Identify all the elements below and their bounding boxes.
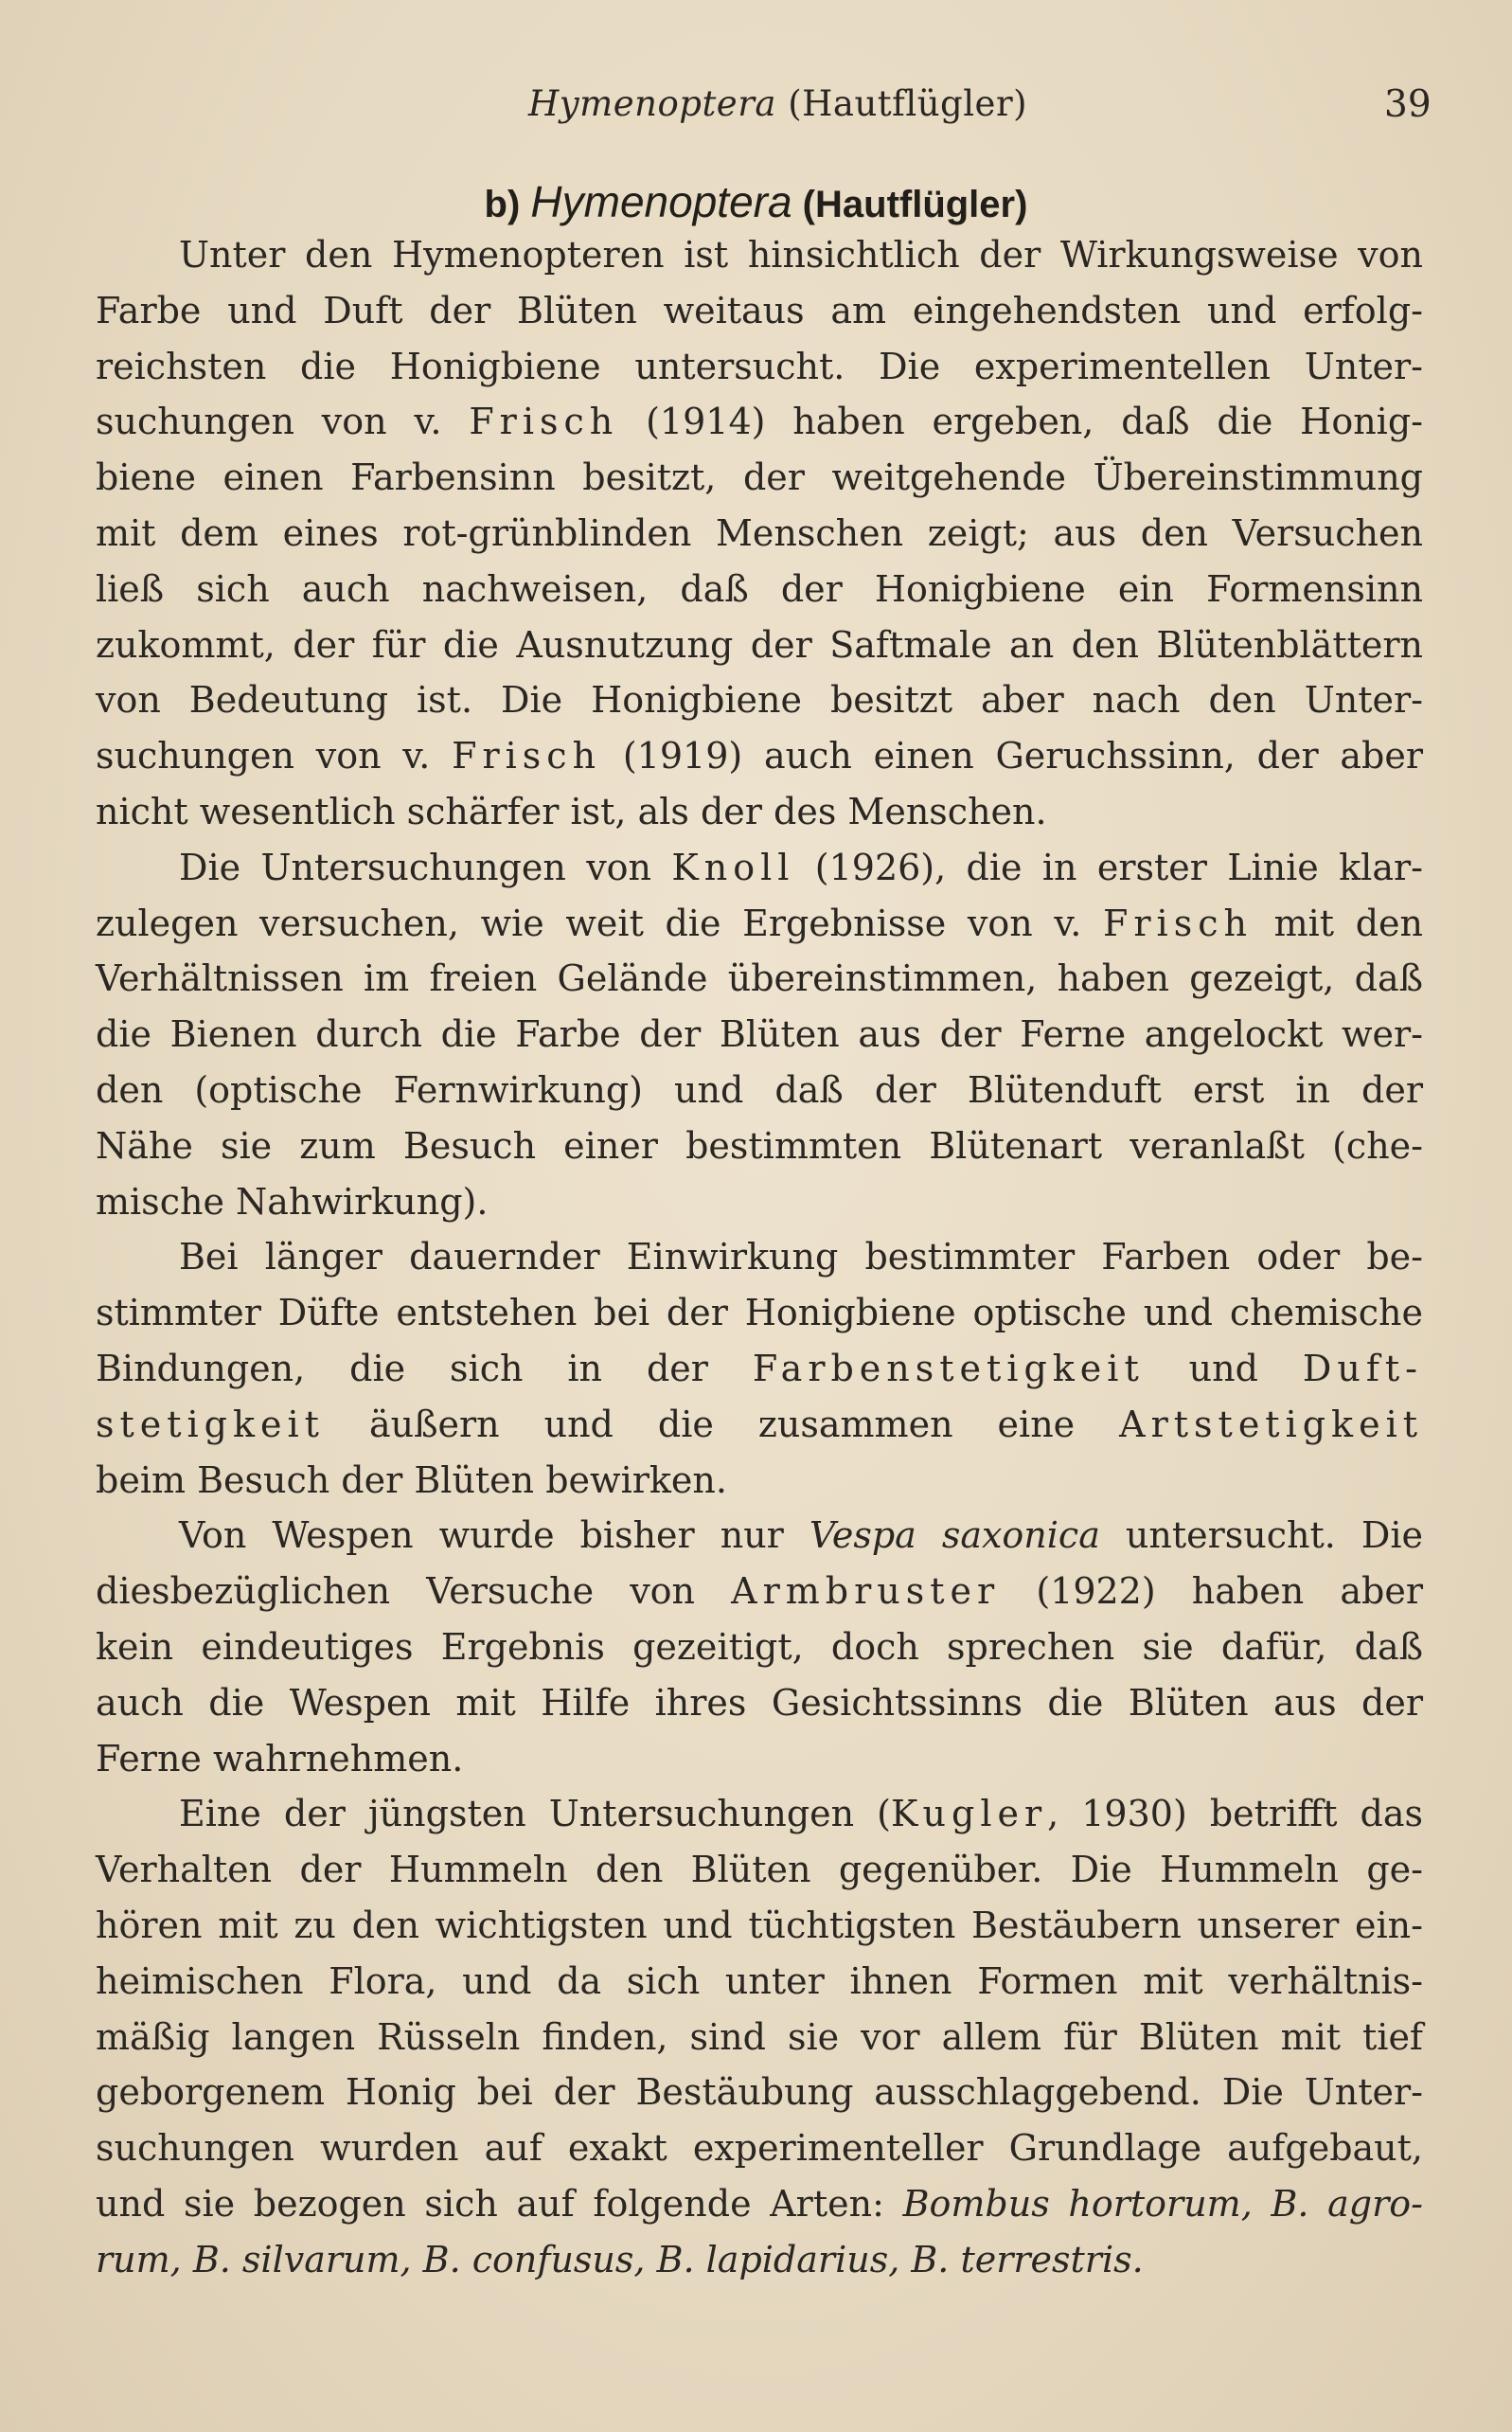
text-line — [96, 728, 1423, 784]
text-run: Bei länger dauernder Einwirkung bestimmter Farben oder be- — [179, 1236, 1423, 1279]
section-heading-prefix: b) — [484, 184, 531, 225]
text-line — [96, 1118, 1423, 1174]
spaced-name: Duft- — [1302, 1347, 1423, 1389]
text-run: mit den — [1252, 902, 1423, 944]
text-run: suchungen wurden auf exakt experimenteller Grundlage aufgebaut, — [96, 2127, 1423, 2170]
text-run: stimmter Düfte entstehen bei der Honigbiene optische und chemische — [96, 1292, 1423, 1334]
section-heading-italic: Hymenoptera — [530, 177, 792, 226]
paragraph — [96, 227, 1423, 840]
text-line — [96, 1619, 1423, 1675]
text-run: hören mit zu den wichtigsten und tüchtigsten Bestäubern unserer ein- — [96, 1904, 1423, 1946]
text-run: von Bedeutung ist. Die Honigbiene besitzt aber nach den Unter- — [96, 679, 1423, 722]
text-line — [96, 1842, 1423, 1898]
text-run: den (optische Fernwirkung) und daß der Blütenduft erst in der — [96, 1068, 1423, 1111]
text-line — [96, 2065, 1423, 2120]
text-line — [96, 617, 1423, 673]
paragraph — [96, 1786, 1423, 2287]
spaced-name: Frisch — [1103, 902, 1253, 944]
text-run: geborgenem Honig bei der Bestäubung ausschlaggebend. Die Unter- — [96, 2071, 1423, 2114]
italic-term: Bombus hortorum, B. agro- — [902, 2182, 1423, 2225]
text-run: und — [1144, 1347, 1303, 1389]
running-head — [528, 83, 1027, 124]
italic-term: rum, B. silvarum, B. confusus, B. lapidarius, B. terrestris. — [96, 2238, 1144, 2280]
text-run: reichsten die Honigbiene untersucht. Die experimentellen Unter- — [96, 345, 1423, 387]
text-line — [96, 2232, 1423, 2288]
text-run: (1914) haben ergeben, daß die Honig- — [618, 401, 1423, 443]
text-run: mäßig langen Rüsseln finden, sind sie vor allem für Blüten mit tief — [96, 2015, 1423, 2058]
text-line — [96, 840, 1423, 896]
text-run: suchungen von v. — [96, 401, 470, 443]
text-run: Nähe sie zum Besuch einer bestimmten Blütenart veranlaßt (che- — [96, 1124, 1423, 1167]
text-line — [96, 2176, 1423, 2232]
text-line — [96, 1397, 1423, 1453]
text-line — [96, 506, 1423, 562]
text-run: und sie bezogen sich auf folgende Arten: — [96, 2182, 903, 2225]
spaced-name: Frisch — [469, 401, 619, 443]
paragraph — [96, 1508, 1423, 1786]
spaced-name: Artstetigkeit — [1119, 1403, 1423, 1445]
text-run: äußern und die zusammen eine — [324, 1403, 1120, 1445]
text-run: zukommt, der für die Ausnutzung der Saftmale an den Blütenblättern — [96, 623, 1423, 666]
spaced-name: Kugler — [890, 1793, 1048, 1835]
page-number: 39 — [1384, 83, 1432, 126]
text-line — [96, 2120, 1423, 2176]
text-run: , 1930) betrifft das — [1047, 1793, 1423, 1835]
italic-term: Vespa saxonica — [809, 1514, 1100, 1557]
text-line — [96, 1508, 1423, 1564]
text-run: zulegen versuchen, wie weit die Ergebnisse von v. — [96, 902, 1104, 944]
text-run: (1926), die in erster Linie klar- — [794, 846, 1423, 888]
text-run: untersucht. Die — [1099, 1514, 1423, 1557]
running-head-italic: Hymenoptera — [528, 83, 776, 124]
text-run: suchungen von v. — [96, 735, 453, 778]
text-run: beim Besuch der Blüten bewirken. — [96, 1458, 727, 1501]
text-run: (1919) auch einen Geruchssinn, der aber — [601, 735, 1424, 778]
text-line — [96, 339, 1423, 395]
text-run: Farbe und Duft der Blüten weitaus am eingehendsten und erfolg- — [96, 289, 1423, 331]
running-head-rest: (Hautflügler) — [775, 83, 1028, 124]
text-line — [96, 1063, 1423, 1118]
text-run: Bindungen, die sich in der — [96, 1347, 753, 1389]
spaced-name: Frisch — [452, 735, 602, 778]
text-run: Verhalten der Hummeln den Blüten gegenüber. Die Hummeln ge- — [96, 1849, 1423, 1891]
text-line — [96, 1174, 1423, 1230]
spaced-name: Armbruster — [731, 1570, 1001, 1613]
text-run: heimischen Flora, und da sich unter ihnen Formen mit verhältnis- — [96, 1959, 1423, 2002]
body-text — [96, 227, 1423, 2287]
text-run: die Bienen durch die Farbe der Blüten aus der Ferne angelockt wer- — [96, 1013, 1423, 1056]
text-line — [96, 1564, 1423, 1619]
text-run: Unter den Hymenopteren ist hinsichtlich der Wirkungsweise von — [179, 234, 1423, 276]
text-line — [96, 283, 1423, 339]
text-line — [96, 1898, 1423, 1954]
text-line — [96, 1453, 1423, 1509]
text-run: diesbezüglichen Versuche von — [96, 1570, 732, 1613]
text-line — [96, 1007, 1423, 1063]
text-run: biene einen Farbensinn besitzt, der weitgehende Übereinstimmung — [96, 456, 1423, 499]
text-run: mit dem eines rot-grünblinden Menschen zeigt; aus den Versuchen — [96, 511, 1423, 554]
text-line — [96, 672, 1423, 728]
section-heading-suffix: (Hautflügler) — [792, 184, 1028, 225]
text-run: auch die Wespen mit Hilfe ihres Gesichtssinns die Blüten aus der — [96, 1681, 1423, 1724]
text-line — [96, 1731, 1423, 1787]
text-line — [96, 394, 1423, 450]
text-line — [96, 562, 1423, 617]
spaced-name: stetigkeit — [96, 1403, 325, 1445]
text-line — [96, 1285, 1423, 1341]
spaced-name: Farbenstetigkeit — [752, 1347, 1145, 1389]
text-run: Ferne wahrnehmen. — [96, 1737, 464, 1779]
spaced-name: Knoll — [671, 846, 795, 888]
paragraph — [96, 840, 1423, 1230]
text-line — [96, 784, 1423, 840]
text-line — [96, 1954, 1423, 2010]
text-run: kein eindeutiges Ergebnis gezeitigt, doch sprechen sie dafür, daß — [96, 1625, 1423, 1668]
text-line — [96, 2010, 1423, 2065]
text-line — [96, 227, 1423, 283]
text-run: Die Untersuchungen von — [179, 846, 672, 888]
text-line — [96, 1229, 1423, 1285]
text-line — [96, 951, 1423, 1007]
text-line — [96, 1341, 1423, 1397]
text-line — [96, 1786, 1423, 1842]
paragraph — [96, 1229, 1423, 1508]
text-run: Von Wespen wurde bisher nur — [179, 1514, 809, 1557]
text-run: (1922) haben aber — [1000, 1570, 1423, 1613]
text-run: Eine der jüngsten Untersuchungen ( — [179, 1793, 891, 1835]
section-heading — [0, 176, 1512, 227]
text-run: nicht wesentlich schärfer ist, als der des Menschen. — [96, 790, 1047, 832]
text-run: Verhältnissen im freien Gelände übereinstimmen, haben gezeigt, daß — [96, 957, 1423, 1000]
text-run: mische Nahwirkung). — [96, 1180, 489, 1223]
text-run: ließ sich auch nachweisen, daß der Honigbiene ein Formensinn — [96, 567, 1423, 610]
text-line — [96, 1675, 1423, 1731]
text-line — [96, 450, 1423, 506]
text-line — [96, 896, 1423, 952]
